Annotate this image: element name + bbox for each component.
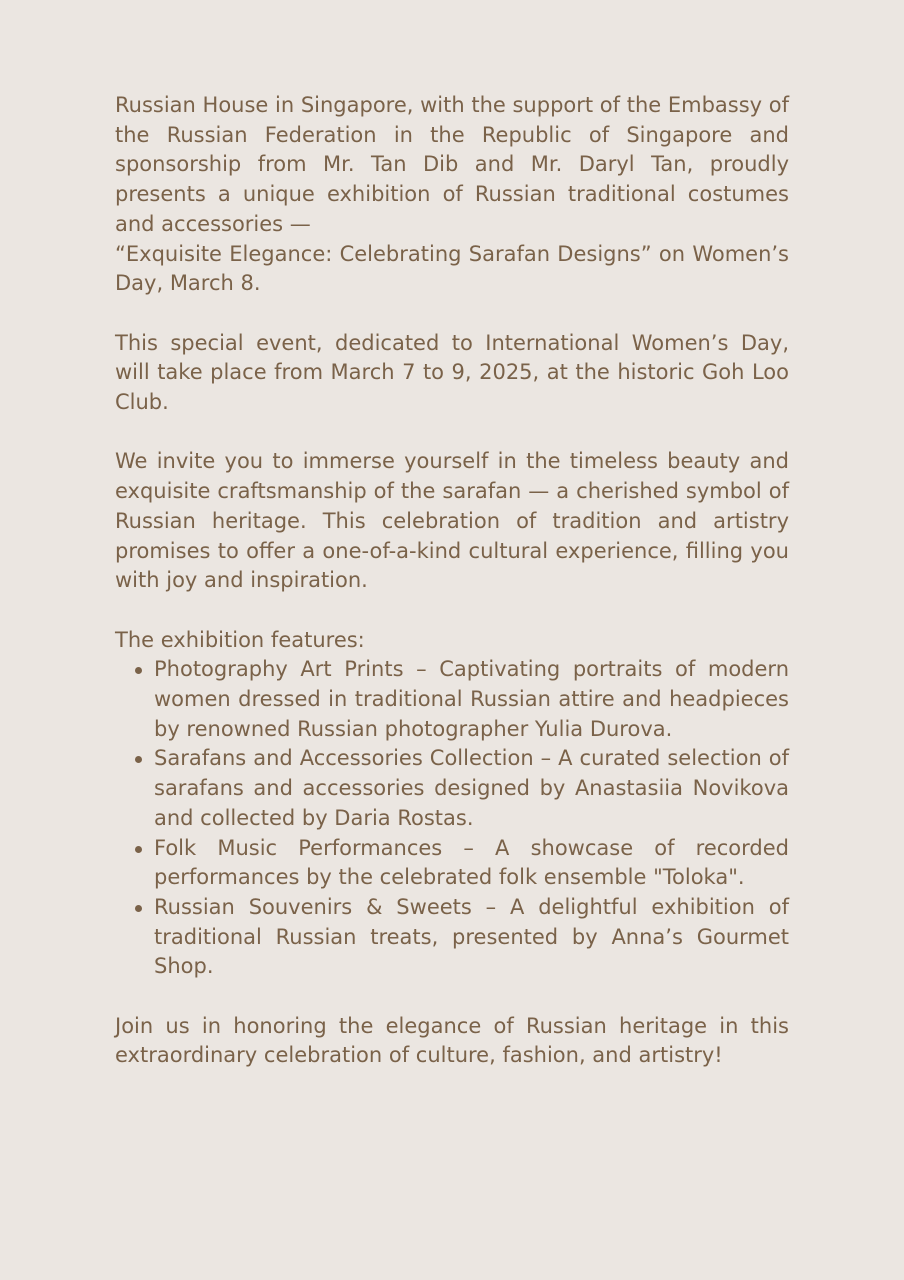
- document-body: [115, 91, 789, 1101]
- invite-paragraph: We invite you to immerse yourself in the timeless beauty and exquisite craftsmanship of the sarafan — a cherished symbol of Russian heritage. This celebration of tradition and artistry promises to offer a one-of-a-kind cultural experience, filling you with joy and inspiration.: [115, 449, 789, 593]
- feature-text: Sarafans and Accessories Collection – A curated selection of sarafans and accessories designed by Anastasiia Novikova and collected by Daria Rostas.: [154, 746, 789, 830]
- bullet-icon: [135, 667, 142, 674]
- feature-item-folk-music: [115, 834, 789, 893]
- features-label: The exhibition features:: [115, 627, 365, 652]
- feature-item-sarafans: [115, 744, 789, 833]
- feature-text: Photography Art Prints – Captivating portraits of modern women dressed in traditional Russian attire and headpieces by renowned Russian photographer Yulia Durova.: [154, 657, 789, 741]
- bullet-icon: [135, 905, 142, 912]
- event-paragraph: This special event, dedicated to International Women’s Day, will take place from March 7 to 9, 2025, at the historic Goh Loo Club.: [115, 330, 789, 415]
- closing-paragraph: Join us in honoring the elegance of Russian heritage in this extraordinary celebration of culture, fashion, and artistry!: [115, 1013, 789, 1068]
- feature-text: Folk Music Performances – A showcase of recorded performances by the celebrated folk ensemble "Toloka".: [154, 835, 789, 890]
- bullet-icon: [135, 756, 142, 763]
- bullet-icon: [135, 846, 142, 853]
- feature-item-souvenirs: [115, 893, 789, 982]
- feature-text: Russian Souvenirs & Sweets – A delightful exhibition of traditional Russian treats, presented by Anna’s Gourmet Shop.: [154, 894, 789, 979]
- intro-paragraph: Russian House in Singapore, with the support of the Embassy of the Russian Federation in the Republic of Singapore and sponsorship from Mr. Tan Dib and Mr. Daryl Tan, proudly presents a unique exhibition of Russian traditional costumes and accessories — “Exquisite Elegance: Celebrating Sarafan Designs” on Women’s Day, March 8.: [115, 93, 789, 296]
- feature-item-photography: [115, 655, 789, 744]
- features-list: [115, 655, 789, 982]
